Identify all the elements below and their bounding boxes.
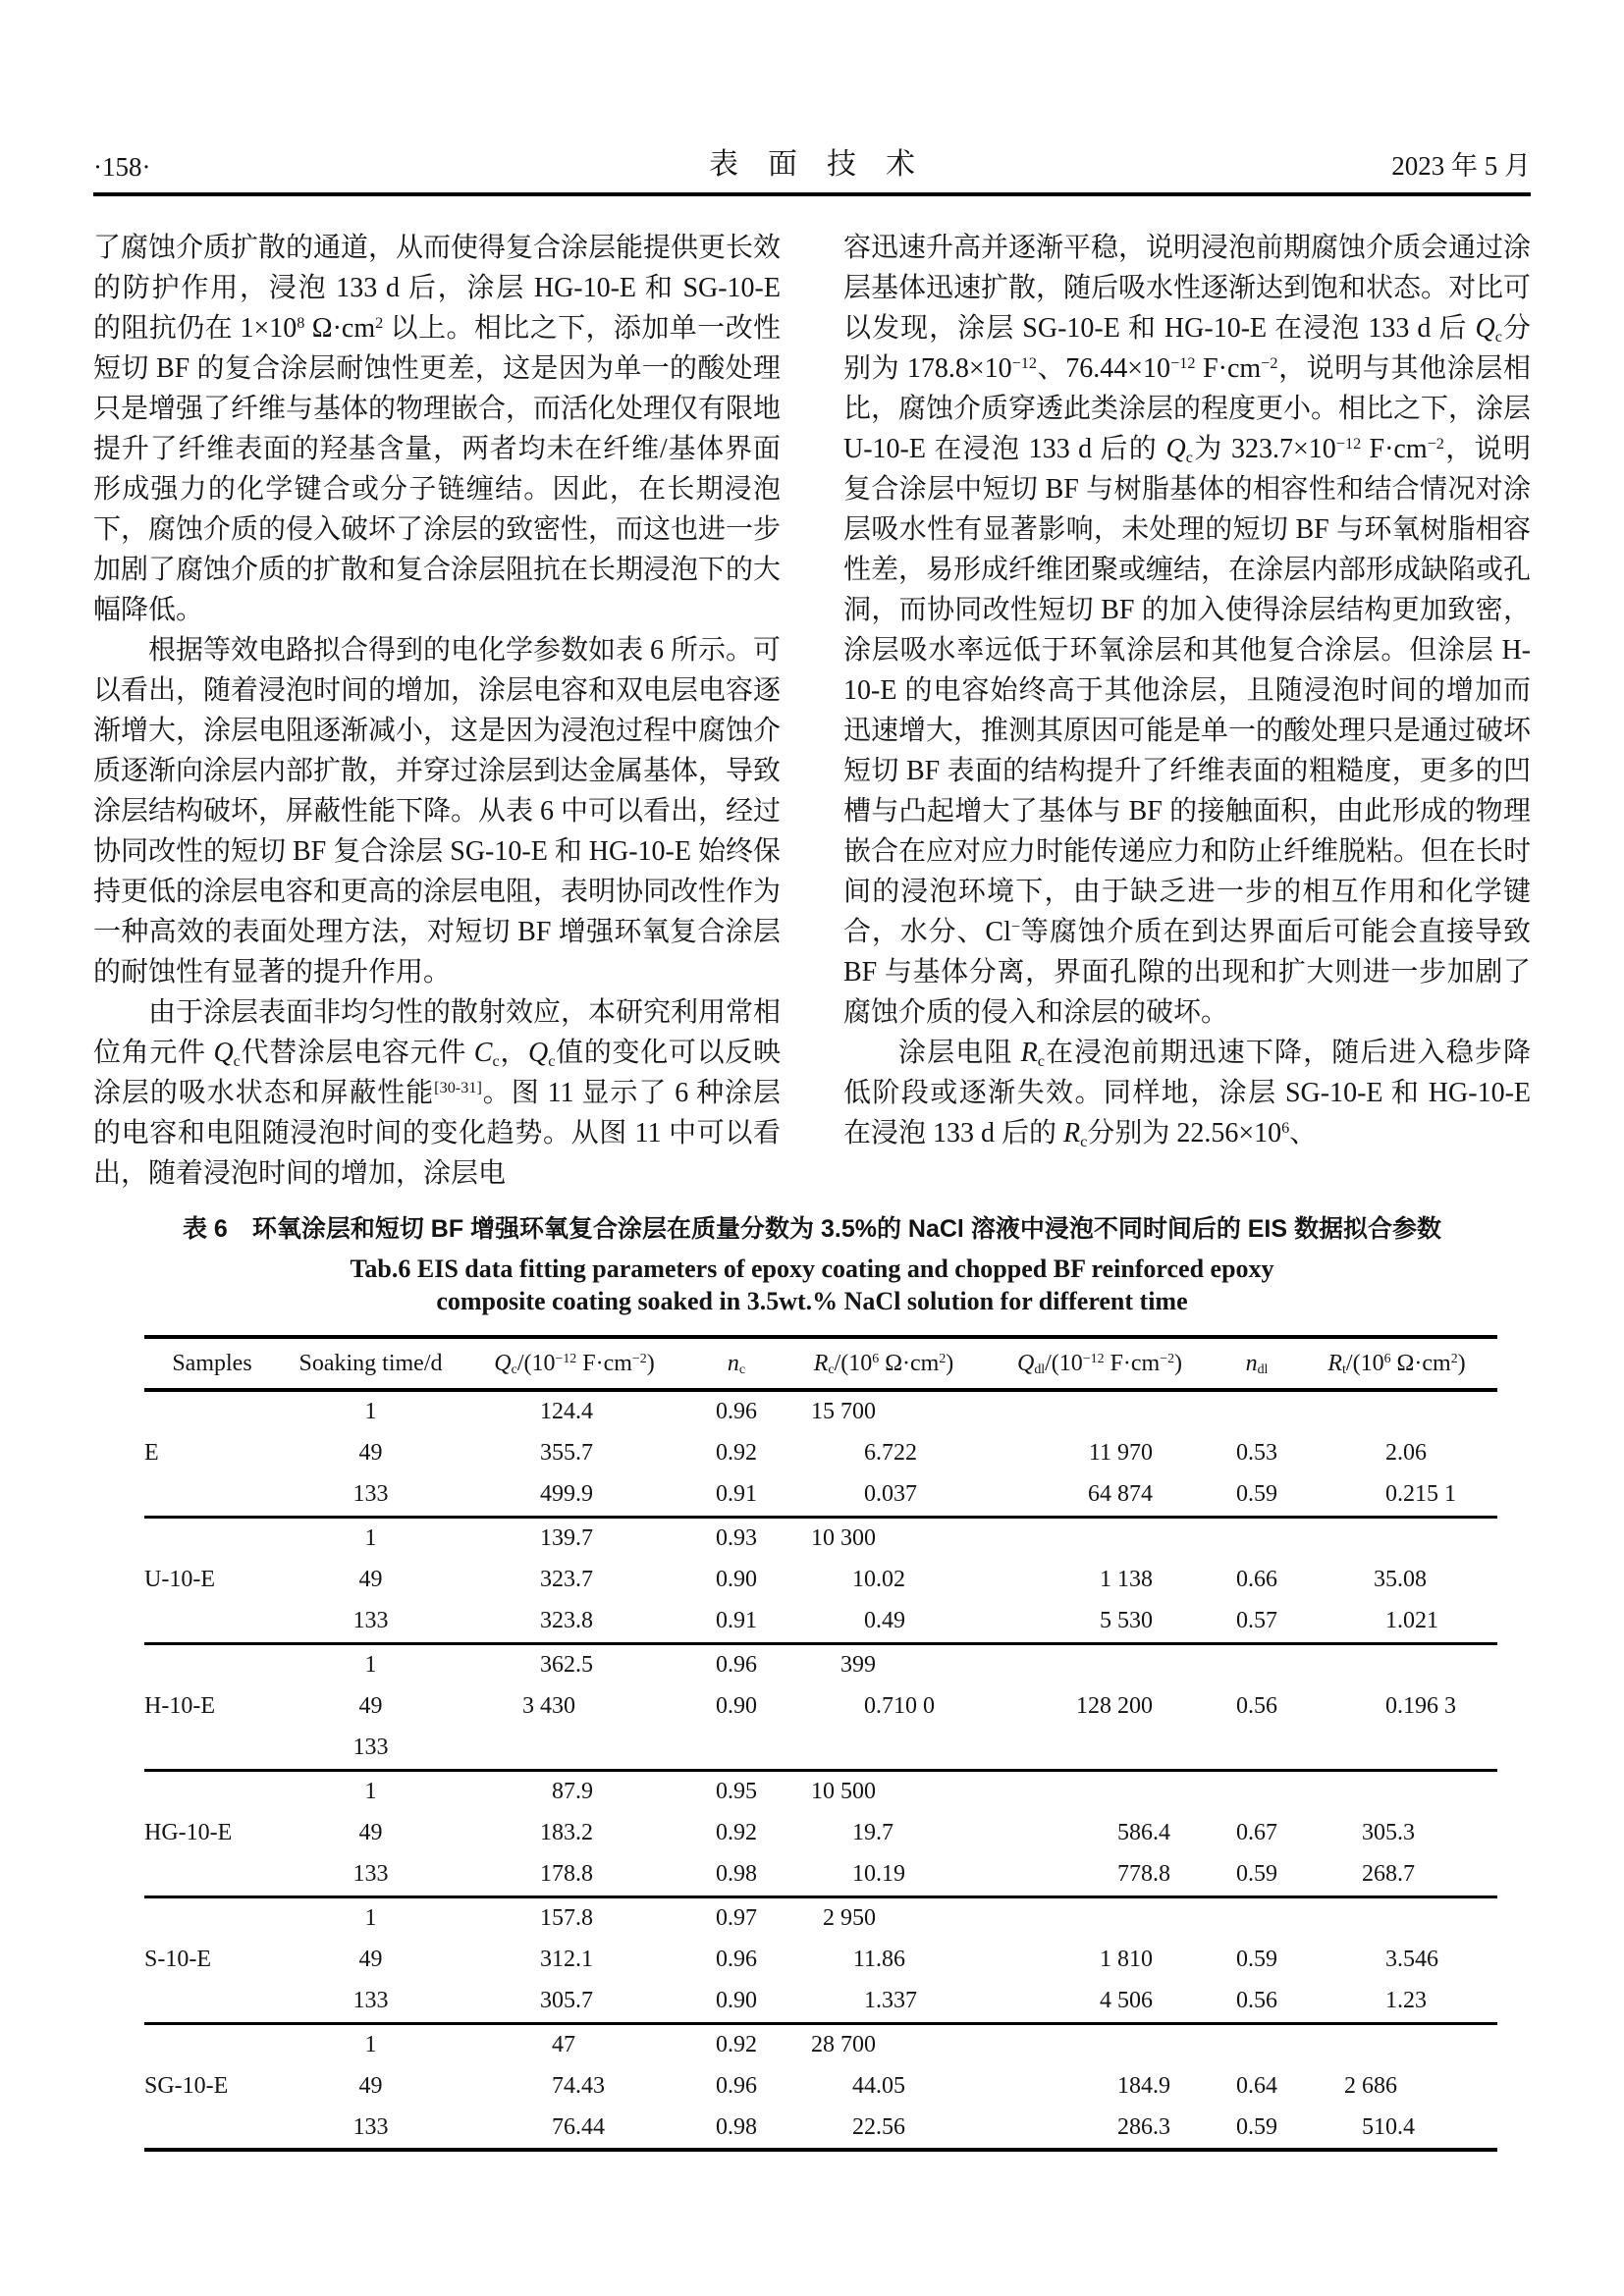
cell-sample: HG-10-E	[144, 1820, 233, 1845]
cell-qc: 3 430	[522, 1693, 575, 1719]
cell-rc: 6 .722	[864, 1440, 917, 1466]
cell-qdl	[982, 1896, 1218, 1939]
cell-ndl: 0.67	[1236, 1820, 1277, 1845]
cell-sample	[144, 1474, 280, 1517]
cell-time: 1	[280, 1517, 461, 1559]
cell-rt: 305 .3	[1362, 1820, 1415, 1845]
cell-ndl	[1218, 1390, 1296, 1432]
cell-sample	[144, 1601, 280, 1643]
cell-qdl: 11 970	[1088, 1440, 1153, 1466]
table-caption-cn: 表 6 环氧涂层和短切 BF 增强环氧复合涂层在质量分数为 3.5%的 NaCl 溶液中浸泡不同时间后的 EIS 数据拟合参数	[182, 1215, 1442, 1243]
cell-rt: 35 .08	[1374, 1567, 1427, 1592]
cell-sample: S-10-E	[144, 1947, 211, 1972]
table-row	[144, 1728, 1497, 1770]
cell-rc: 10 500	[785, 1770, 982, 1812]
column-header-time: Soaking time/d	[298, 1350, 443, 1376]
cell-ndl: 0.53	[1236, 1440, 1277, 1466]
cell-sample: H-10-E	[144, 1693, 215, 1719]
cell-rt	[1296, 1517, 1497, 1559]
cell-rc: 11 .86	[852, 1947, 905, 1972]
column-header-rc: $R_c/(10^6$ $\Omega\cdot cm^2$)	[813, 1350, 954, 1378]
column-header-qc: $Q_c/(10^{-12}$ $F\cdot cm^{-2}$)	[494, 1350, 655, 1378]
cell-rt	[1296, 1770, 1497, 1812]
cell-time: 1	[280, 1896, 461, 1939]
cell-sample: U-10-E	[144, 1567, 215, 1592]
cell-sample	[144, 1643, 280, 1685]
cell-rt	[1296, 1390, 1497, 1432]
cell-sample	[144, 1896, 280, 1939]
cell-qc: 312 .1	[540, 1947, 593, 1972]
table-row	[144, 1812, 1497, 1854]
cell-rt: 0 .196 3	[1385, 1693, 1456, 1719]
cell-ndl: 0.57	[1236, 1608, 1277, 1634]
cell-time: 49	[358, 1693, 383, 1719]
cell-qc: 183 .2	[540, 1820, 593, 1845]
cell-time: 133	[352, 1861, 389, 1888]
cell-nc: 0.91	[716, 1481, 757, 1508]
eis-data-table	[144, 1335, 1497, 2152]
paragraph: 根据等效电路拟合得到的电化学参数如表 6 所示。可以看出，随着浸泡时间的增加，涂层电容和双电层电容逐渐增大，涂层电阻逐渐减小，这是因为浸泡过程中腐蚀介质逐渐向涂层内部扩散，并穿过涂层到达金属基体，导致涂层结构破坏，屏蔽性能下降。从表 6 中可以看出，经过协同改性的短切 BF 复合涂层 SG-10-E 和 HG-10-E 始终保持更低的涂层电容和更高的涂层电阻，表明协同改性作为一种高效的表面处理方法，对短切 BF 增强环氧复合涂层的耐蚀性有显著的提升作用。	[93, 635, 782, 988]
paragraph: 了腐蚀介质扩散的通道，从而使得复合涂层能提供更长效的防护作用，浸泡 133 d 后，涂层 HG-10-E 和 SG-10-E 的阻抗仍在 $1\times 10^8$ $\Omega\cdot cm^2$ 以上。相比之下，添加单一改性短切 BF 的复合涂层耐蚀性更差，这是因为单一的酸处理只是增强了纤维与基体的物理嵌合，而活化处理仅有限地提升了纤维表面的羟基含量，两者均未在纤维/基体界面形成强力的化学键合或分子链缠结。因此，在长期浸泡下，腐蚀介质的侵入破坏了涂层的致密性，而这也进一步加剧了腐蚀介质的扩散和复合涂层阻抗在长期浸泡下的大幅降低。	[93, 233, 782, 625]
cell-rt: 3 .546	[1385, 1947, 1438, 1972]
cell-ndl	[1218, 1517, 1296, 1559]
cell-time: 133	[352, 1481, 389, 1508]
journal-title: 表 面 技 术	[709, 148, 915, 181]
cell-rc: 10 .19	[852, 1861, 905, 1888]
cell-nc: 0.90	[716, 1693, 757, 1719]
table-row	[144, 2023, 1497, 2065]
cell-qc: 178 .8	[540, 1861, 593, 1888]
page-number: ·158·	[93, 152, 151, 182]
cell-sample	[144, 1728, 280, 1770]
cell-rc: 0 .037	[864, 1481, 917, 1508]
cell-nc: 0.92	[687, 2023, 785, 2065]
cell-qc: 157 .8	[461, 1896, 687, 1939]
cell-rt: 1 .23	[1385, 1988, 1427, 2014]
cell-qc: 323 .8	[540, 1608, 593, 1634]
cell-qdl	[982, 2023, 1218, 2065]
cell-ndl: 0.59	[1236, 1947, 1277, 1972]
cell-time: 49	[358, 1820, 383, 1845]
cell-time: 49	[358, 1947, 383, 1972]
table-row	[144, 1854, 1497, 1896]
table-row	[144, 1474, 1497, 1517]
cell-qdl: 4 506	[1100, 1988, 1153, 2014]
cell-rt	[1296, 1728, 1497, 1770]
cell-rc: 399	[785, 1643, 982, 1685]
table-row	[144, 1559, 1497, 1601]
cell-sample	[144, 1517, 280, 1559]
cell-ndl: 0.56	[1236, 1988, 1277, 2014]
cell-rt	[1296, 1643, 1497, 1685]
cell-ndl	[1218, 1896, 1296, 1939]
cell-nc: 0.92	[716, 1820, 757, 1845]
cell-sample	[144, 2023, 280, 2065]
paragraph: 容迅速升高并逐渐平稳，说明浸泡前期腐蚀介质会通过涂层基体迅速扩散，随后吸水性逐渐达到饱和状态。对比可以发现，涂层 SG-10-E 和 HG-10-E 在浸泡 133 d 后 $Q_c$分别为 $178.8\times 10^{-12}$、$76.44\times 10^{-12}$ $F\cdot cm^{-2}$，说明与其他涂层相比，腐蚀介质穿透此类涂层的程度更小。相比之下，涂层 U-10-E 在浸泡 133 d 后的 $Q_c$为 $323.7\times 10^{-12}$ $F\cdot cm^{-2}$，说明复合涂层中短切 BF 与树脂基体的相容性和结合情况对涂层吸水性有显著影响，未处理的短切 BF 与环氧树脂相容性差，易形成纤维团聚或缠结，在涂层内部形成缺陷或孔洞，而协同改性短切 BF 的加入使得涂层结构更加致密，涂层吸水率远低于环氧涂层和其他复合涂层。但涂层 H-10-E 的电容始终高于其他涂层，且随浸泡时间的增加而迅速增大，推测其原因可能是单一的酸处理只是通过破坏短切 BF 表面的结构提升了纤维表面的粗糙度，更多的凹槽与凸起增大了基体与 BF 的接触面积，由此形成的物理嵌合在应对应力时能传递应力和防止纤维脱粘。但在长时间的浸泡环境下，由于缺乏进一步的相互作用和化学键合，水分、Cl−等腐蚀介质在到达界面后可能会直接导致 BF 与基体分离，界面孔隙的出现和扩大则进一步加剧了腐蚀介质的侵入和涂层的破坏。	[843, 233, 1532, 1028]
cell-rc: 10 .02	[852, 1567, 905, 1592]
cell-nc: 0.92	[716, 1440, 757, 1466]
table-row	[144, 1770, 1497, 1812]
cell-qdl: 778 .8	[1117, 1861, 1170, 1888]
cell-qc: 47	[461, 2023, 687, 2065]
cell-sample	[144, 1854, 280, 1896]
cell-sample	[144, 1390, 280, 1432]
cell-sample	[144, 2108, 280, 2150]
cell-rt	[1296, 2023, 1497, 2065]
cell-nc: 0.95	[687, 1770, 785, 1812]
cell-qc: 355 .7	[540, 1440, 593, 1466]
cell-rc: 1 .337	[864, 1988, 917, 2014]
paragraph: 涂层电阻 $R_c$在浸泡前期迅速下降，随后进入稳步降低阶段或逐渐失效。同样地，涂层 SG-10-E 和 HG-10-E 在浸泡 133 d 后的 $R_c$分别为 $22.56\times 10^6$、	[843, 1038, 1531, 1150]
table-caption-en-line2: composite coating soaked in 3.5wt.% NaCl solution for different time	[436, 1287, 1188, 1315]
cell-ndl: 0.66	[1236, 1567, 1277, 1592]
cell-qdl: 1 138	[1100, 1567, 1153, 1592]
cell-rc: 0 .49	[864, 1608, 905, 1634]
table-row	[144, 2065, 1497, 2108]
cell-qdl: 586 .4	[1117, 1820, 1170, 1845]
issue-date: 2023 年 5 月	[1391, 151, 1531, 181]
cell-nc: 0.98	[716, 2114, 757, 2140]
cell-time: 133	[352, 1608, 389, 1634]
cell-sample: E	[144, 1440, 159, 1466]
body-text	[93, 228, 1531, 1194]
cell-qc: 87 .9	[461, 1770, 687, 1812]
cell-nc: 0.91	[716, 1608, 757, 1634]
cell-rt: 2 686	[1344, 2073, 1397, 2099]
cell-ndl: 0.56	[1236, 1693, 1277, 1719]
cell-qdl	[982, 1770, 1218, 1812]
cell-ndl: 0.59	[1236, 1861, 1277, 1888]
cell-ndl	[1218, 1728, 1296, 1770]
cell-rt	[1296, 1896, 1497, 1939]
table-row	[144, 1896, 1497, 1939]
cell-time: 133	[352, 2114, 389, 2140]
cell-qdl: 5 530	[1100, 1608, 1153, 1634]
cell-time: 49	[358, 2073, 383, 2099]
column-header-qdl: $Q_{dl}/(10^{-12}$ $F\cdot cm^{-2}$)	[1016, 1350, 1183, 1378]
cell-qdl: 64 874	[1088, 1481, 1153, 1508]
cell-nc: 0.96	[716, 1947, 757, 1972]
cell-nc: 0.98	[716, 1861, 757, 1888]
running-head	[93, 0, 1531, 183]
cell-sample	[144, 1770, 280, 1812]
cell-time: 133	[352, 1735, 389, 1761]
table-header	[144, 1337, 1497, 1390]
cell-rt: 510 .4	[1362, 2114, 1415, 2140]
table-row	[144, 1939, 1497, 1981]
cell-rc: 10 300	[785, 1517, 982, 1559]
table-row	[144, 1685, 1497, 1728]
cell-nc	[687, 1728, 785, 1770]
left-column	[93, 228, 781, 1194]
column-header-ndl: $n_{dl}$	[1245, 1350, 1269, 1378]
cell-qdl	[982, 1728, 1218, 1770]
cell-nc: 0.93	[687, 1517, 785, 1559]
cell-nc: 0.96	[687, 1643, 785, 1685]
table-body	[144, 1390, 1497, 2150]
column-header-nc: $n_c$	[727, 1350, 746, 1378]
cell-ndl: 0.64	[1236, 2073, 1277, 2099]
table-row	[144, 1643, 1497, 1685]
cell-nc: 0.97	[687, 1896, 785, 1939]
cell-qdl: 128 200	[1076, 1693, 1153, 1719]
header-rule	[93, 192, 1531, 196]
cell-ndl	[1218, 1770, 1296, 1812]
cell-rc: 44 .05	[852, 2073, 905, 2099]
cell-qdl: 1 810	[1100, 1947, 1153, 1972]
cell-time: 49	[358, 1440, 383, 1466]
cell-rt: 0 .215 1	[1385, 1481, 1456, 1508]
cell-nc: 0.90	[716, 1988, 757, 2014]
column-header-sample: Samples	[172, 1350, 252, 1376]
cell-rt: 268 .7	[1362, 1861, 1415, 1888]
cell-nc: 0.90	[716, 1567, 757, 1592]
cell-sample	[144, 1981, 280, 2023]
cell-rc	[785, 1728, 982, 1770]
cell-rc: 15 700	[811, 1399, 876, 1424]
cell-qc: 74 .43	[552, 2073, 605, 2099]
cell-qc: 76 .44	[552, 2114, 605, 2140]
cell-ndl: 0.59	[1236, 2114, 1277, 2140]
cell-nc: 0.96	[716, 2073, 757, 2099]
table-caption-en	[93, 1253, 1531, 1317]
cell-qdl	[982, 1517, 1218, 1559]
cell-qdl: 286 .3	[1117, 2114, 1170, 2140]
cell-ndl	[1218, 2023, 1296, 2065]
table-caption-en-line1: Tab.6 EIS data fitting parameters of epoxy coating and chopped BF reinforced epoxy	[350, 1255, 1274, 1283]
right-column	[843, 228, 1531, 1194]
cell-rc: 0 .710 0	[864, 1693, 935, 1719]
column-header-rt: $R_t/(10^6$ $\Omega\cdot cm^2$)	[1327, 1350, 1466, 1378]
table-row	[144, 1981, 1497, 2023]
cell-time: 1	[364, 1399, 377, 1424]
cell-rc: 19 .7	[852, 1820, 893, 1845]
cell-time: 1	[280, 2023, 461, 2065]
cell-qc: 124 .4	[540, 1399, 593, 1424]
cell-qc: 323 .7	[540, 1567, 593, 1592]
table-header-row	[144, 1337, 1497, 1390]
cell-qdl	[982, 1643, 1218, 1685]
cell-time: 133	[352, 1988, 389, 2014]
paragraph: 由于涂层表面非均匀性的散射效应，本研究利用常相位角元件 $Q_c$代替涂层电容元件 $C_c$，$Q_c$值的变化可以反映涂层的吸水状态和屏蔽性能[30-31]。图 11 显示了 6 种涂层的电容和电阻随浸泡时间的变化趋势。从图 11 中可以看出，随着浸泡时间的增加，涂层电	[93, 997, 782, 1189]
cell-rt: 2 .06	[1385, 1440, 1427, 1466]
cell-rc: 22 .56	[852, 2114, 905, 2140]
cell-qc: 305 .7	[540, 1988, 593, 2014]
cell-qc: 499 .9	[540, 1481, 593, 1508]
cell-rc: 2 950	[785, 1896, 982, 1939]
cell-qc: 362 .5	[461, 1643, 687, 1685]
table-row	[144, 1517, 1497, 1559]
cell-time: 1	[280, 1643, 461, 1685]
table-row	[144, 1432, 1497, 1474]
cell-time: 49	[358, 1567, 383, 1592]
cell-rt: 1 .021	[1385, 1608, 1438, 1634]
cell-qc	[461, 1728, 687, 1770]
cell-nc: 0.96	[716, 1399, 757, 1424]
cell-ndl	[1218, 1643, 1296, 1685]
cell-qdl: 184 .9	[1117, 2073, 1170, 2099]
cell-time: 1	[280, 1770, 461, 1812]
table-row	[144, 2108, 1497, 2150]
cell-qc: 139 .7	[461, 1517, 687, 1559]
table-row	[144, 1390, 1497, 1432]
cell-qdl	[982, 1390, 1218, 1432]
cell-rc: 28 700	[785, 2023, 982, 2065]
cell-sample: SG-10-E	[144, 2073, 229, 2099]
cell-ndl: 0.59	[1236, 1481, 1277, 1508]
table-row	[144, 1601, 1497, 1643]
